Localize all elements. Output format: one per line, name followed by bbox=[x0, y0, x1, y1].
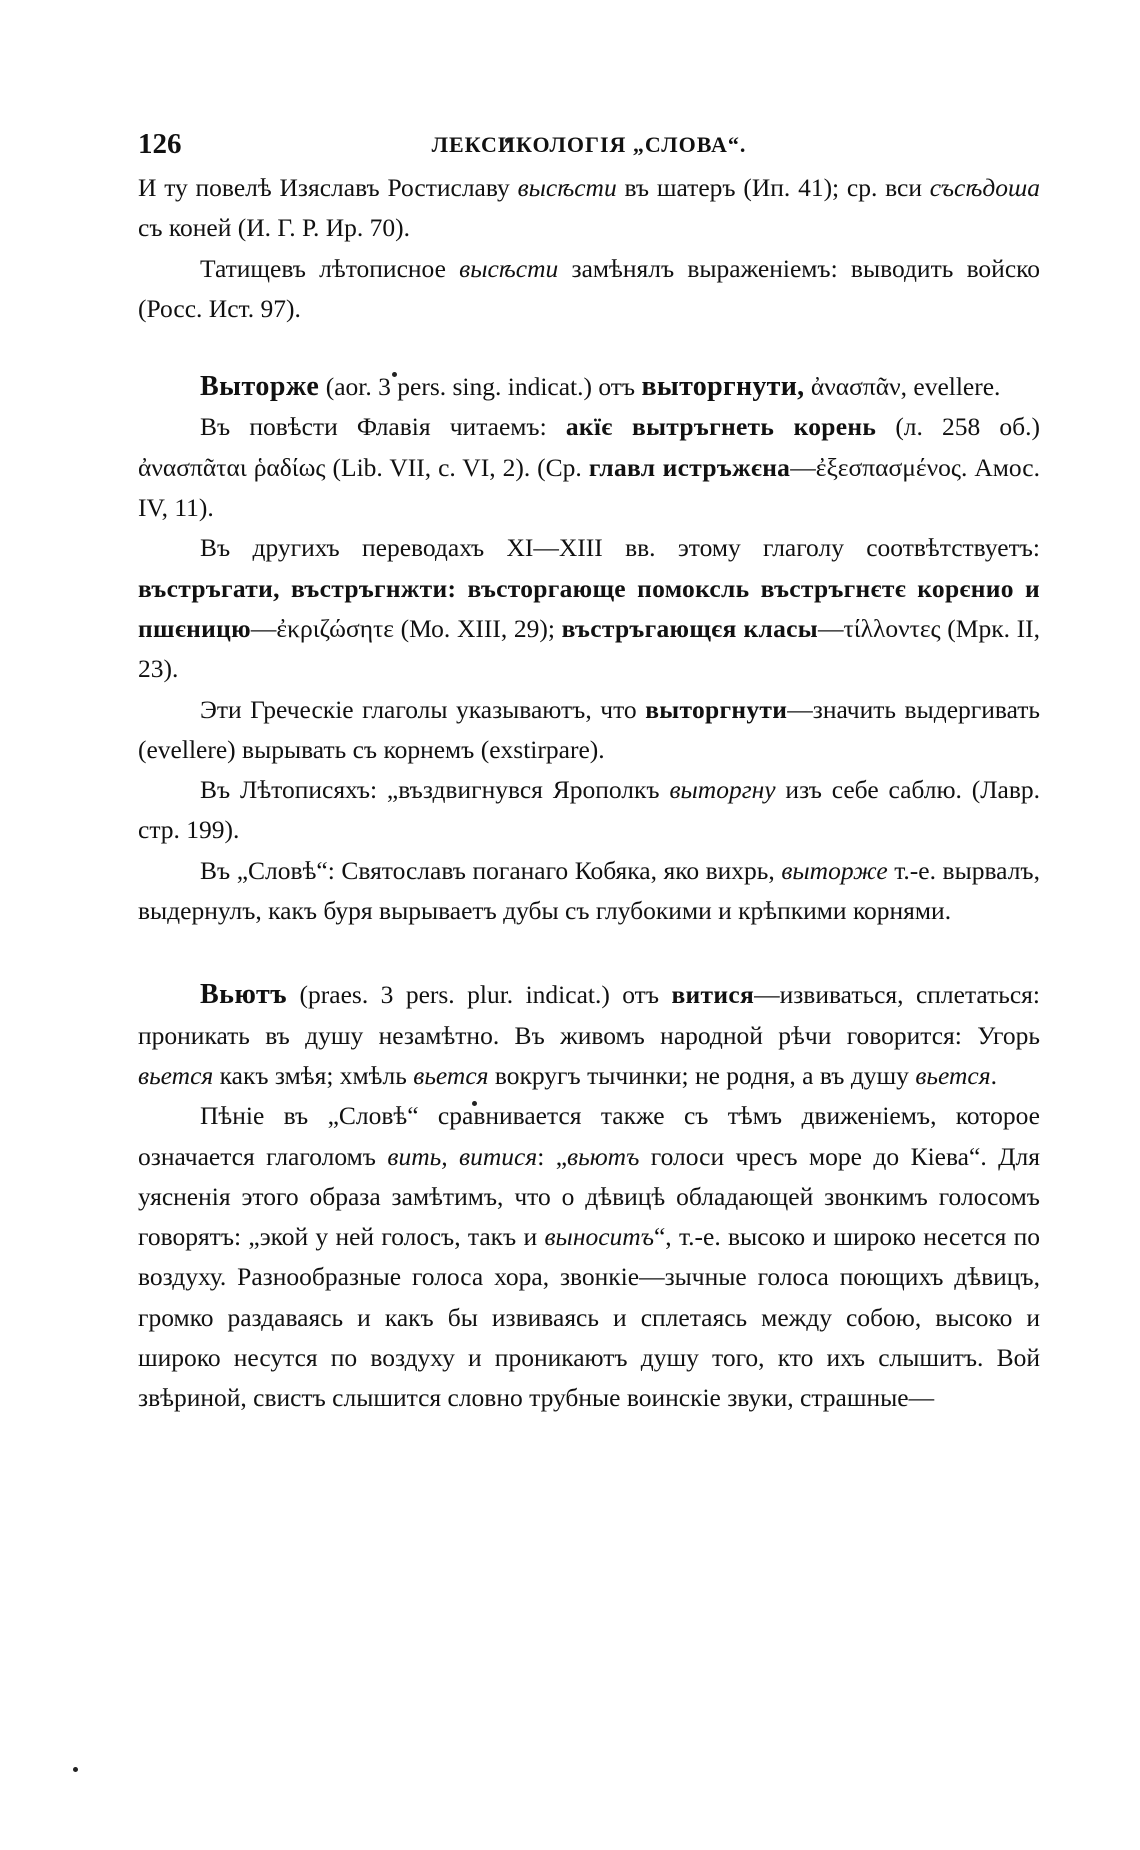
quoted-word: выторже bbox=[781, 855, 888, 885]
paragraph-6 bbox=[138, 770, 1040, 851]
running-head: ЛЕКСИКОЛОГІЯ „СЛОВА“. bbox=[431, 132, 747, 157]
text: Въ другихъ переводахъ XI—XIII вв. этому глаголу соотвѣтствуетъ: bbox=[200, 533, 1040, 563]
page-header bbox=[138, 128, 1040, 168]
text: —ἐκριζώσητε (Мо. XIII, 29); bbox=[250, 613, 562, 643]
paragraph-4 bbox=[138, 528, 1040, 689]
quoted-word: вьется bbox=[915, 1060, 991, 1090]
entry-headword: Вьютъ bbox=[200, 979, 288, 1011]
paragraph-8 bbox=[138, 1096, 1040, 1418]
church-slavonic-quote: въстръгати, въстръгнжти: въсторгающе помоксль въстръгнєтє корєнио и пшєницю bbox=[138, 573, 1040, 643]
church-slavonic-word: витися bbox=[671, 980, 755, 1010]
quoted-word: высѣсти bbox=[517, 173, 617, 202]
text: Въ Лѣтописяхъ: „въздвигнувся Ярополкъ bbox=[200, 775, 670, 805]
text: какъ змѣя; хмѣль bbox=[213, 1060, 414, 1090]
page-number: 126 bbox=[138, 128, 182, 160]
ink-speck bbox=[73, 1767, 78, 1772]
text: (л. 258 об.) ἀνασπᾶται ῥαδίως (Lib. VII, c. VI, 2). (Ср. bbox=[138, 412, 1040, 482]
text: Въ повѣсти Флавія читаемъ: bbox=[200, 412, 566, 442]
paragraph-5 bbox=[138, 690, 1040, 771]
entry-vytorzhe bbox=[138, 367, 1040, 407]
text: —извиваться, сплетаться: проникать въ душу незамѣтно. Въ живомъ народной рѣчи говорится: Угорь bbox=[138, 980, 1040, 1050]
text: : „ bbox=[537, 1141, 568, 1171]
text: т.-е. вырвалъ, выдернулъ, какъ буря вырываетъ дубы съ глубокими и крѣпкими корнями. bbox=[138, 855, 1040, 926]
entry-headword: Выторже bbox=[200, 371, 320, 403]
spacer bbox=[138, 329, 1040, 367]
quoted-word: съсѣдоша bbox=[929, 173, 1040, 202]
text: . bbox=[990, 1060, 997, 1090]
text: —ἐξεσπασμένος. Амос. IV, 11). bbox=[138, 452, 1040, 523]
text: (aor. 3 pers. sing. indicat.) отъ bbox=[319, 372, 642, 402]
quoted-word: высѣсти bbox=[459, 253, 559, 283]
paragraph-1 bbox=[138, 168, 1040, 249]
page-body bbox=[138, 168, 1040, 1419]
church-slavonic-quote: акїє вытръгнеть корень bbox=[565, 412, 877, 442]
quoted-word: вьется bbox=[413, 1060, 489, 1090]
paragraph-7 bbox=[138, 851, 1040, 932]
text: Эти Греческіе глаголы указываютъ, что bbox=[200, 694, 646, 724]
text: “, т.-е. высоко и широко несется по воздуху. Разнообразные голоса хора, звонкіе—зычные голоса поющихъ дѣвицъ, громко раздаваясь и какъ бы извиваясь и сплетаясь между собою, высоко и широко несутся по воздуху и проникаютъ душу того, кто ихъ слышитъ. Вой звѣриной, свистъ слышится словно трубные воинскіе звуки, страшные— bbox=[138, 1222, 1040, 1413]
text: ἀνασπᾶν, evellere. bbox=[804, 372, 1001, 402]
quoted-word: вьютъ bbox=[567, 1141, 640, 1171]
text: въ шатеръ (Ип. 41); ср. вси bbox=[616, 173, 930, 202]
text: (praes. 3 pers. plur. indicat.) отъ bbox=[287, 980, 672, 1010]
paragraph-3 bbox=[138, 407, 1040, 528]
text: —значить выдергивать (evellere) вырывать съ корнемъ (exstirpare). bbox=[138, 694, 1041, 764]
text: Татищевъ лѣтописное bbox=[200, 253, 460, 283]
entry-vyut bbox=[138, 975, 1040, 1096]
quoted-word: вить, витися bbox=[387, 1141, 538, 1171]
text: изъ себе саблю. (Лавр. стр. 199). bbox=[138, 775, 1040, 845]
text: И ту повелѣ Изяславъ Ростиславу bbox=[138, 173, 518, 202]
quoted-word: вьется bbox=[138, 1060, 214, 1090]
quoted-word: выноситъ bbox=[544, 1222, 654, 1252]
spacer bbox=[138, 931, 1040, 975]
text: съ коней (И. Г. Р. Ир. 70). bbox=[138, 213, 411, 243]
church-slavonic-word: выторгнути, bbox=[641, 371, 805, 403]
quoted-word: выторгну bbox=[669, 775, 776, 805]
text: Пѣніе въ „Словѣ“ сравнивается также съ тѣмъ движеніемъ, которое означается глаголомъ bbox=[138, 1101, 1040, 1171]
text: —τίλλοντες (Мрк. II, 23). bbox=[138, 613, 1040, 684]
paragraph-2 bbox=[138, 249, 1040, 330]
text: Въ „Словѣ“: Святославъ поганаго Кобяка, яко вихрь, bbox=[200, 855, 782, 885]
page bbox=[138, 128, 1040, 1419]
text: замѣнялъ выраженіемъ: выводить войско (Росс. Ист. 97). bbox=[138, 253, 1040, 323]
church-slavonic-quote: главл истръжєна bbox=[588, 452, 791, 482]
church-slavonic-word: выторгнути bbox=[645, 694, 788, 724]
church-slavonic-quote: въстръгающєя класы bbox=[561, 613, 818, 643]
text: вокругъ тычинки; не родня, а въ душу bbox=[488, 1060, 916, 1090]
text: голоси чресъ море до Кіева“. Для уясненія этого образа замѣтимъ, что о дѣвицѣ обладающей звонкимъ голосомъ говорятъ: „экой у ней голосъ, такъ и bbox=[138, 1141, 1040, 1252]
